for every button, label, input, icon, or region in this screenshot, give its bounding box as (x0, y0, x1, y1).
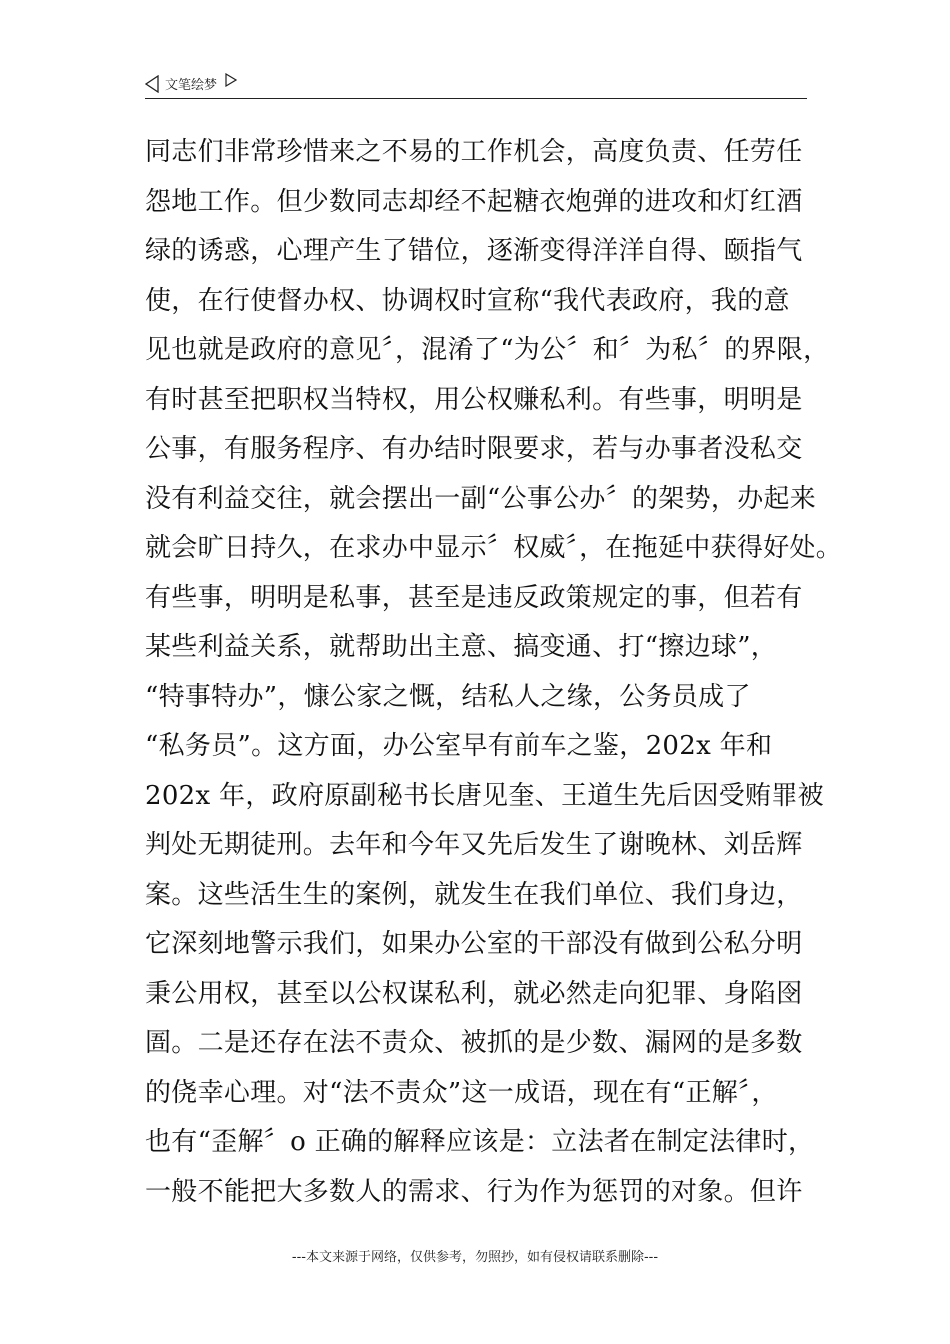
text-line: 秉公用权，甚至以公权谋私利，就必然走向犯罪、身陷囹 (145, 978, 803, 1009)
header-title: 文笔绘梦 (165, 78, 218, 93)
text-line: 使，在行使督办权、协调权时宣称“我代表政府，我的意 (145, 285, 790, 316)
text-line: 202x 年，政府原副秘书长唐见奎、王道生先后因受贿罪被 (145, 780, 824, 811)
triangle-left-icon (145, 75, 159, 93)
text-line: 也有“歪解〞o 正确的解释应该是：立法者在制定法律时， (145, 1127, 815, 1157)
header-brand (145, 74, 237, 93)
text-line: 绿的诱惑，心理产生了错位，逐渐变得洋洋自得、颐指气 (145, 236, 803, 266)
text-line: 公事，有服务程序、有办结时限要求，若与办事者没私交 (145, 434, 803, 464)
document-body (145, 128, 843, 1217)
text-line: 圄。二是还存在法不责众、被抓的是少数、漏网的是多数 (145, 1028, 803, 1058)
text-line: 案。这些活生生的案例，就发生在我们单位、我们身边， (145, 879, 803, 910)
text-line: 有些事，明明是私事，甚至是违反政策规定的事，但若有 (145, 582, 803, 613)
text-line: 见也就是政府的意见〞，混淆了“为公〞和〞为私〞的界限， (145, 335, 830, 365)
text-line: 就会旷日持久，在求办中显示〞权威〞，在拖延中获得好处。 (145, 533, 843, 563)
text-line: 怨地工作。但少数同志却经不起糖衣炮弹的进攻和灯红酒 (145, 186, 803, 217)
triangle-right-icon (225, 73, 237, 87)
text-line: 同志们非常珍惜来之不易的工作机会，高度负责、任劳任 (145, 137, 803, 167)
text-line: 判处无期徒刑。去年和今年又先后发生了谢晚林、刘岳辉 (145, 830, 803, 860)
footer-notice: ---本文来源于网络，仅供参考，勿照抄，如有侵权请联系删除--- (291, 1250, 659, 1265)
text-line: 它深刻地警示我们，如果办公室的干部没有做到公私分明 (145, 929, 803, 959)
page-header (145, 72, 807, 99)
text-line: 某些利益关系，就帮助出主意、搞变通、打“擦边球”， (145, 632, 778, 662)
text-line: 一般不能把大多数人的需求、行为作为惩罚的对象。但许 (145, 1176, 803, 1207)
text-line: “私务员”。这方面，办公室早有前车之鉴，202x 年和 (145, 731, 773, 761)
text-line: 没有利益交往，就会摆出一副“公事公办〞的架势，办起来 (145, 483, 817, 514)
text-line: 有时甚至把职权当特权，用公权赚私利。有些事，明明是 (145, 384, 803, 415)
text-line: 的侥幸心理。对“法不责众”这一成语，现在有“正解〞， (145, 1077, 778, 1108)
text-line: “特事特办”，慷公家之慨，结私人之缘，公务员成了 (145, 681, 751, 712)
